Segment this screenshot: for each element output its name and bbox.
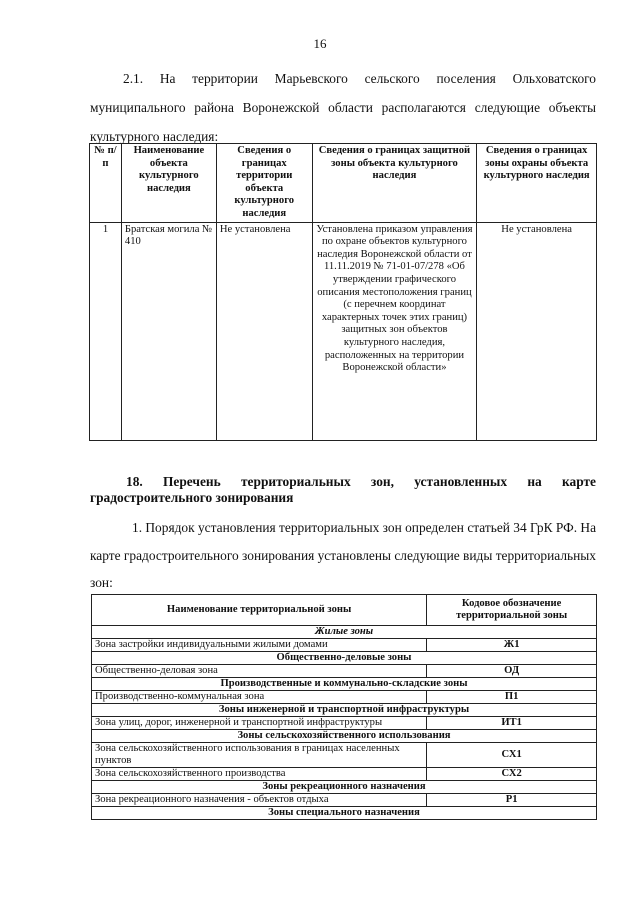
territory-info: Не установлена	[216, 222, 312, 440]
table-row	[92, 639, 597, 652]
table-row	[92, 717, 597, 730]
zones-table	[91, 594, 597, 820]
group-title: Зоны сельскохозяйственного использования	[92, 730, 597, 743]
header-cell: № п/п	[90, 144, 122, 223]
heritage-table-header	[90, 144, 597, 223]
zone-name: Зона сельскохозяйственного использования в границах населенных пунктов	[92, 743, 427, 768]
zone-code: СХ1	[427, 743, 597, 768]
zone-code: Р1	[427, 794, 597, 807]
object-name: Братская могила № 410	[121, 222, 216, 440]
zone-name: Производственно-коммунальная зона	[92, 691, 427, 704]
zone-name: Общественно-деловая зона	[92, 665, 427, 678]
table-row	[90, 222, 597, 440]
group-title: Общественно-деловые зоны	[92, 652, 597, 665]
header-cell: Наименование объекта культурного наследия	[121, 144, 216, 223]
group-row	[92, 704, 597, 717]
security-zone-info: Не установлена	[477, 222, 597, 440]
group-row	[92, 678, 597, 691]
page-number: 16	[313, 36, 327, 51]
zone-code: ИТ1	[427, 717, 597, 730]
group-row	[92, 652, 597, 665]
group-title: Жилые зоны	[92, 626, 597, 639]
table-row	[92, 665, 597, 678]
row-number: 1	[90, 222, 122, 440]
table-row	[92, 794, 597, 807]
group-title: Зоны специального назначения	[92, 807, 597, 820]
zone-code: П1	[427, 691, 597, 704]
group-title: Производственные и коммунально-складские зоны	[92, 678, 597, 691]
table-row	[92, 743, 597, 768]
zone-name: Зона улиц, дорог, инженерной и транспортной инфраструктуры	[92, 717, 427, 730]
header-cell: Наименование территориальной зоны	[92, 595, 427, 626]
header-cell: Сведения о границах зоны охраны объекта культурного наследия	[477, 144, 597, 223]
zone-code: СХ2	[427, 768, 597, 781]
group-row	[92, 781, 597, 794]
header-cell: Сведения о границах защитной зоны объекта культурного наследия	[312, 144, 477, 223]
table-row	[92, 768, 597, 781]
section-paragraph: 1. Порядок установления территориальных зон определен статьей 34 ГрК РФ. На карте градостроительного зонирования установлены следующие виды территориальных зон:	[90, 520, 597, 590]
group-title: Зоны инженерной и транспортной инфраструктуры	[92, 704, 597, 717]
zone-name: Зона сельскохозяйственного производства	[92, 768, 427, 781]
zone-code: ОД	[427, 665, 597, 678]
table-row	[92, 691, 597, 704]
zone-name: Зона застройки индивидуальными жилыми домами	[92, 639, 427, 652]
group-row	[92, 807, 597, 820]
zone-code: Ж1	[427, 639, 597, 652]
intro-paragraph: 2.1. На территории Марьевского сельского поселения Ольховатского муниципального района Воронежской области располагаются следующие объекты культурного наследия:	[90, 71, 596, 144]
zones-table-header	[92, 595, 597, 626]
header-cell: Кодовое обозначение территориальной зоны	[427, 595, 597, 626]
group-row	[92, 730, 597, 743]
protective-zone-info: Установлена приказом управления по охране объектов культурного наследия Воронежской области от 11.11.2019 № 71-01-07/278 «Об утверждении графического описания местоположения границ (с перечнем координат характерных точек этих границ) защитных зон объектов культурного наследия, расположенных на территории Воронежской области»	[312, 222, 477, 440]
heritage-table	[89, 143, 597, 441]
section-heading: 18. Перечень территориальных зон, установленных на карте градостроительного зонирования	[90, 474, 596, 505]
group-title: Зоны рекреационного назначения	[92, 781, 597, 794]
header-cell: Сведения о границах территории объекта культурного наследия	[216, 144, 312, 223]
group-row	[92, 626, 597, 639]
zone-name: Зона рекреационного назначения - объектов отдыха	[92, 794, 427, 807]
